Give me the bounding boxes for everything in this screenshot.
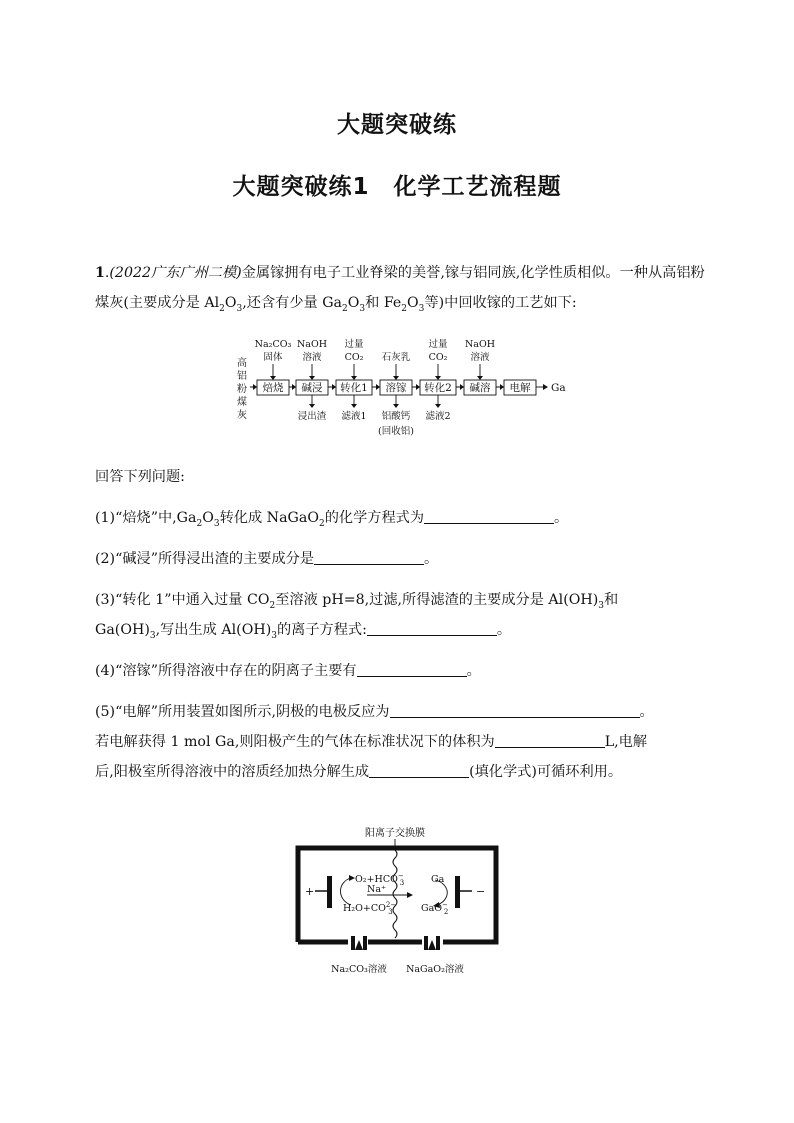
start-label-char: 灰 xyxy=(237,410,247,421)
q2-end: 。 xyxy=(424,551,439,567)
intro-sub: 2 xyxy=(401,303,408,314)
cathode-electrode xyxy=(455,876,460,908)
cathode-sign: − xyxy=(476,885,486,898)
step-label-electrolysis: 电解 xyxy=(509,382,531,394)
intro-sub: 3 xyxy=(418,303,425,314)
step-label-roast: 焙烧 xyxy=(262,382,284,394)
input-label: CO₂ xyxy=(428,352,448,363)
sub-question-5 xyxy=(95,697,705,787)
answer-blank-4[interactable] xyxy=(357,660,467,677)
intro-text: 等)中回收镓的工艺如下: xyxy=(424,295,577,311)
q3-end: 。 xyxy=(496,622,512,638)
step-label-leach: 碱浸 xyxy=(301,382,323,394)
input-label: 溶液 xyxy=(470,352,490,363)
answer-blank-2[interactable] xyxy=(314,548,424,565)
process-flowchart xyxy=(230,334,570,444)
electrolysis-cell-diagram xyxy=(285,824,505,980)
q3-text: Ga(OH) xyxy=(95,622,150,638)
q3-sub: 3 xyxy=(598,600,605,611)
q5-text: 后,阳极室所得溶液中的溶质经加热分解生成 xyxy=(95,764,370,780)
intro-text: ,还含有少量 Ga xyxy=(242,295,343,311)
intro-text: 金属镓拥有电子工业脊梁的美誉,镓与铝同族,化学性质相似。一种从高铝粉煤灰(主要成分是 Al xyxy=(95,265,705,311)
section-title: 大题突破练1 化学工艺流程题 xyxy=(232,174,562,200)
answer-blank-5c[interactable] xyxy=(369,761,469,778)
membrane-label: 阳离子交换膜 xyxy=(365,828,425,839)
sub-question-3 xyxy=(95,585,705,645)
input-label: NaOH xyxy=(464,339,496,350)
output-label: 铝酸钙 xyxy=(381,411,411,422)
output-label: 滤液1 xyxy=(341,411,367,422)
answer-blank-3[interactable] xyxy=(367,619,497,636)
q3-sub: 3 xyxy=(149,630,156,641)
q1-text: (1)“焙烧”中,Ga xyxy=(95,510,197,526)
anode-reactant: $H_2O+CO^{2-}$ 3 xyxy=(343,901,397,916)
q5-end: 。 xyxy=(639,704,654,720)
input-label: 石灰乳 xyxy=(381,352,411,363)
input-label: NaOH xyxy=(296,339,328,350)
anode-product: O₂+HCO− 3 xyxy=(355,872,405,887)
input-label: 固体 xyxy=(263,352,283,363)
answer-blank-1[interactable] xyxy=(424,507,554,524)
q1-sub: 3 xyxy=(213,518,220,529)
q1-text: O xyxy=(202,510,214,526)
question-intro: 1.(2022广东广州二模)金属镓拥有电子工业脊梁的美誉,镓与铝同族,化学性质相似。一种从高铝粉煤灰(主要成分是 $Al_2O_3$,还含有少量 $Ga_2O_3$和 $Fe_2O_3$等)中回收镓的工艺如下: xyxy=(95,265,705,314)
answer-blank-5a[interactable] xyxy=(390,701,640,718)
q5-text: 若电解获得 1 mol Ga,则阳极产生的气体在标准状况下的体积为 xyxy=(95,734,495,750)
start-label-char: 高 xyxy=(237,358,247,369)
sub-question-4 xyxy=(95,656,705,686)
intro-text: 和 Fe xyxy=(365,295,402,311)
sub-question-2 xyxy=(95,544,705,574)
anode-electrode xyxy=(327,876,332,908)
start-label-char: 铝 xyxy=(237,371,247,382)
cathode-product: Ga xyxy=(431,874,445,885)
intro-sub: 2 xyxy=(342,303,348,314)
q1-text: 的化学方程式为 xyxy=(324,510,425,526)
output-label: 滤液2 xyxy=(425,411,451,422)
sub-question-1 xyxy=(95,503,705,533)
intro-sub: 2 xyxy=(219,303,225,314)
q3-text: ,写出生成 Al(OH) xyxy=(155,622,272,638)
intro-text: O xyxy=(407,295,419,311)
answer-prompt: 回答下列问题: xyxy=(95,469,185,485)
output-label: 浸出渣 xyxy=(297,411,327,422)
sodium-ion-label: Na⁺ xyxy=(367,884,386,895)
product-label: Ga xyxy=(551,382,566,394)
q1-sub: 2 xyxy=(318,518,325,529)
output-label: (回收铝) xyxy=(378,426,414,437)
q3-text: 的离子方程式: xyxy=(276,622,367,638)
q1-text: 转化成 NaGaO xyxy=(219,510,319,526)
cathode-reactant: GaO− 2 xyxy=(421,901,449,916)
step-label-convert1: 转化1 xyxy=(340,382,368,394)
intro-sub: 3 xyxy=(359,303,366,314)
input-label: CO₂ xyxy=(344,352,364,363)
question-source: (2022广东广州二模) xyxy=(109,265,242,281)
cation-exchange-membrane xyxy=(393,850,397,938)
q5-text: L,电解 xyxy=(604,734,648,750)
start-label-char: 煤 xyxy=(237,397,247,408)
q3-text: 至溶液 pH=8,过滤,所得滤渣的主要成分是 Al(OH) xyxy=(275,592,599,608)
q3-text: 和 xyxy=(604,592,619,608)
inlet-label-left: Na₂CO₃溶液 xyxy=(331,964,387,975)
q4-text: (4)“溶镓”所得溶液中存在的阴离子主要有 xyxy=(95,663,357,679)
q1-end: 。 xyxy=(554,510,569,526)
intro-text: O xyxy=(347,295,360,311)
page-title: 大题突破练 xyxy=(337,112,457,138)
q1-sub: 2 xyxy=(196,518,203,529)
input-label: 过量 xyxy=(344,339,364,350)
inlet-label-right: NaGaO₂溶液 xyxy=(406,964,464,975)
anode-sign: + xyxy=(305,885,315,898)
step-label-convert2: 转化2 xyxy=(424,382,452,394)
input-label: Na₂CO₃ xyxy=(254,339,292,350)
q3-sub: 2 xyxy=(269,600,276,611)
q2-text: (2)“碱浸”所得浸出渣的主要成分是 xyxy=(95,551,315,567)
question-number: 1 xyxy=(95,265,105,281)
step-label-dissolve: 溶镓 xyxy=(385,382,407,394)
start-label-char: 粉 xyxy=(237,384,247,395)
intro-text: O xyxy=(224,295,237,311)
q3-text: (3)“转化 1”中通入过量 CO xyxy=(95,592,270,608)
intro-sub: 3 xyxy=(236,303,243,314)
answer-blank-5b[interactable] xyxy=(495,731,605,748)
q5-text: (填化学式)可循环利用。 xyxy=(469,764,623,780)
q3-sub: 3 xyxy=(271,630,277,641)
q4-end: 。 xyxy=(466,663,481,679)
step-label-alkali-dissolve: 碱溶 xyxy=(469,382,491,394)
input-label: 过量 xyxy=(428,339,448,350)
input-label: 溶液 xyxy=(302,352,322,363)
q5-text: (5)“电解”所用装置如图所示,阴极的电极反应为 xyxy=(95,704,390,720)
